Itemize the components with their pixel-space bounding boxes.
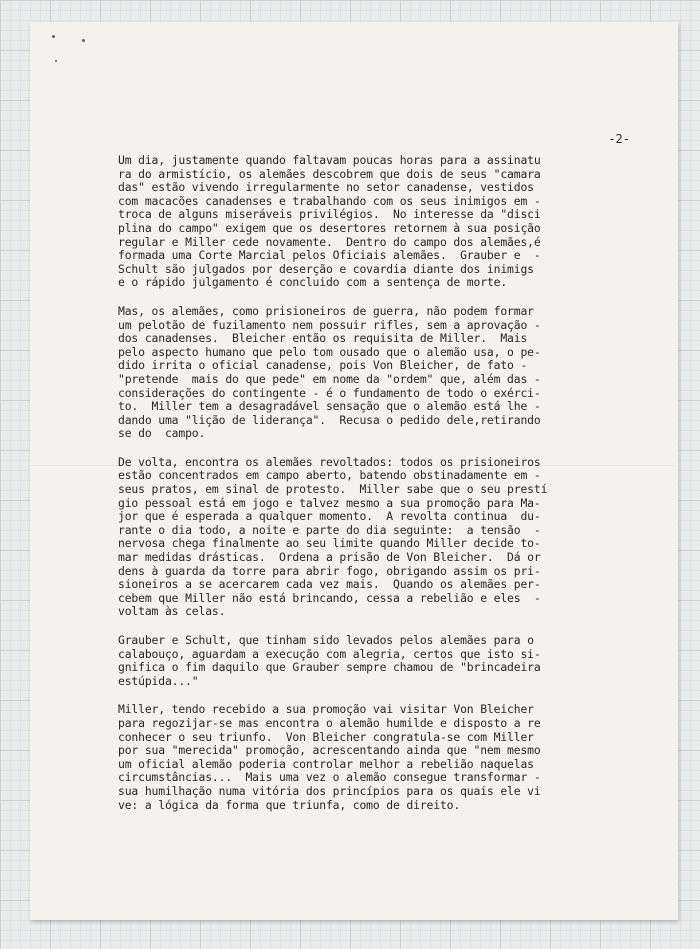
text-line: cebem que Miller não está brincando, cessa a rebelião e eles - [118,590,541,605]
text-line: ve: a lógica da forma que triunfa, como de direito. [118,797,461,812]
text-line: jor que é esperada a qualquer momento. A revolta continua du- [118,509,541,524]
ink-speck [82,39,85,42]
ink-speck [55,60,57,62]
text-line: por sua "merecida" promoção, acrescentando ainda que "nem mesmo [118,743,541,758]
text-line: ra do armistício, os alemães descobrem que dois de seus "camara [118,166,541,181]
text-line: pelo aspecto humano que pelo tom ousado que o alemão usa, o pe- [118,344,541,359]
text-line: um pelotão de fuzilamento nem possuir rifles, sem a aprovação - [118,317,541,332]
text-line: e o rápido julgamento é concluido com a sentença de morte. [118,275,508,290]
text-line: mar medidas drásticas. Ordena a prisão de Von Bleicher. Dá or [118,550,541,565]
paragraph-1 [118,154,638,290]
paragraph-2 [118,305,638,441]
typewritten-body [118,154,638,827]
text-line: rante o dia todo, a noite e parte do dia seguinte: a tensão - [118,522,541,537]
paragraph-5 [118,703,638,812]
text-line: gnifica o fim daquilo que Grauber sempre chamou de "brincadeira [118,660,541,675]
paragraph-4 [118,634,638,688]
text-line: dens à guarda da torre para abrir fogo, obrigando assim os pri- [118,563,541,578]
text-line: "pretende mais do que pede" em nome da "ordem" que, além das - [118,371,541,386]
text-line: nervosa chega finalmente ao seu limite quando Miller decide to- [118,536,541,551]
text-line: seus pratos, em sinal de protesto. Miller sabe que o seu prestí [118,482,548,497]
text-line: circumstâncias... Mais uma vez o alemão consegue transformar - [118,770,541,785]
text-line: Miller, tendo recebido a sua promoção vai visitar Von Bleicher [118,702,534,717]
text-line: Schult são julgados por deserção e covardia diante dos inimigs [118,261,534,276]
text-line: dido irrita o oficial canadense, pois Von Bleicher, de fato - [118,358,528,373]
text-line: to. Miller tem a desagradável sensação que o alemão está lhe - [118,399,541,414]
text-line: considerações do contingente - é o fundamento de todo o exérci- [118,385,541,400]
text-line: das" estão vivendo irregularmente no setor canadense, vestidos [118,180,534,195]
text-line: formada uma Corte Marcial pelos Oficiais alemães. Grauber e - [118,248,541,263]
text-line: plina do campo" exigem que os desertores retornem à sua posição [118,220,541,235]
text-line: Um dia, justamente quando faltavam poucas horas para a assinatu [118,153,541,167]
paragraph-3 [118,456,638,619]
text-line: gio pessoal está em jogo e talvez mesmo a sua promoção para Ma- [118,495,541,510]
text-line: calabouço, aguardam a execução com alegria, certos que isto si- [118,646,541,661]
text-line: Grauber e Schult, que tinham sido levados pelos alemães para o [118,633,534,647]
text-line: De volta, encontra os alemães revoltados: todos os prisioneiros [118,454,541,469]
text-line: sua humilhação numa vitória dos princípios para os quais ele vi [118,783,541,798]
ink-speck [52,35,55,38]
text-line: dos canadenses. Bleicher então os requisita de Miller. Mais [118,331,528,346]
text-line: troca de alguns miseráveis privilégios. No interesse da "disci [118,207,541,222]
text-line: conhecer o seu triunfo. Von Bleicher congratula-se com Miller [118,729,534,744]
text-line: para regozijar-se mas encontra o alemão humilde e disposto a re [118,715,541,730]
text-line: estão concentrados em campo aberto, batendo obstinadamente em - [118,468,541,483]
text-line: regular e Miller cede novamente. Dentro do campo dos alemães,é [118,234,541,249]
text-line: voltam às celas. [118,604,226,619]
paper-sheet [30,22,678,920]
text-line: se do campo. [118,426,206,441]
text-line: estúpida..." [118,673,199,688]
text-line: sioneiros a se acercarem cada vez mais. Quando os alemães per- [118,577,541,592]
text-line: com macacões canadenses e trabalhando com os seus inimigos em - [118,193,541,208]
text-line: um oficial alemão poderia controlar melhor a rebelião naquelas [118,756,534,771]
text-line: dando uma "lição de liderança". Recusa o pedido dele,retirando [118,412,541,427]
page-number: -2- [608,132,630,146]
text-line: Mas, os alemães, como prisioneiros de guerra, não podem formar [118,303,534,318]
